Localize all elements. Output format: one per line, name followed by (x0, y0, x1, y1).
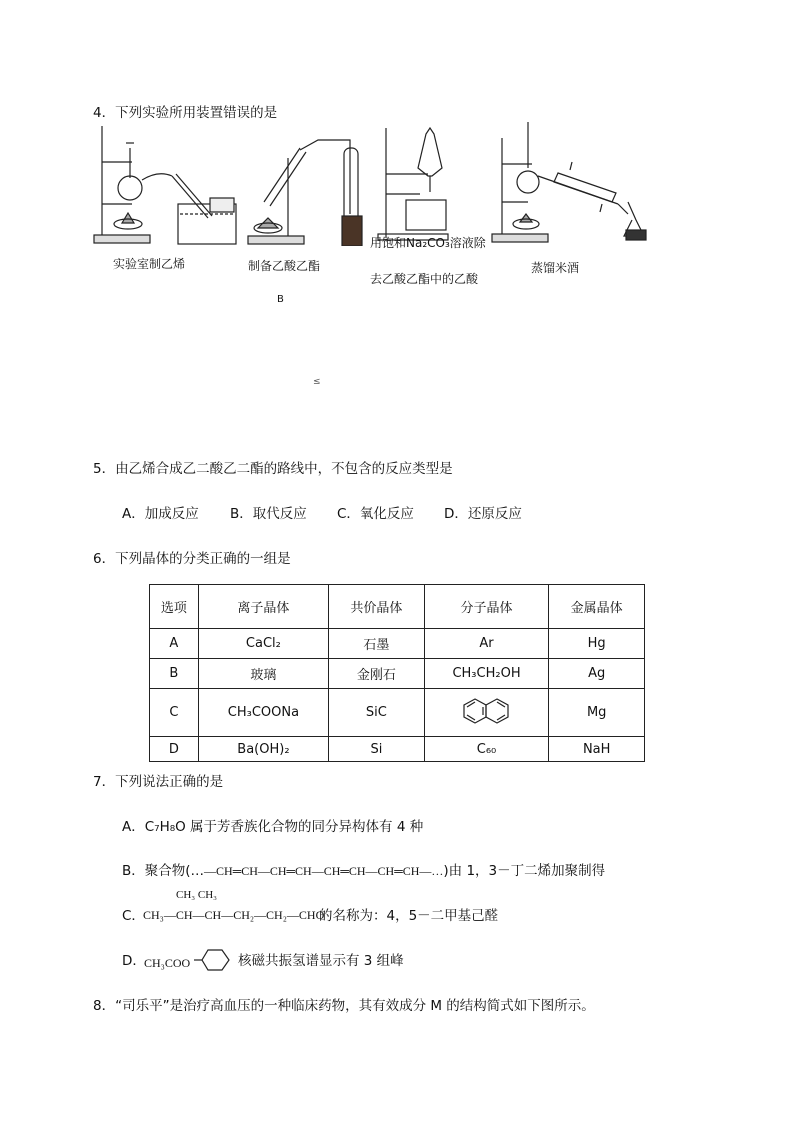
cell: CH₃CH₂OH (424, 659, 549, 689)
stray-label-b: B (277, 294, 284, 305)
naphthalene-structure-icon (462, 698, 512, 724)
caption-ethylene: 实验室制乙烯 (113, 257, 186, 271)
q5-option-d: D．还原反应 (444, 506, 522, 522)
cell: NaH (549, 737, 645, 762)
cell: SiC (329, 689, 425, 737)
cell: 石墨 (329, 629, 425, 659)
ethylene-apparatus (94, 126, 212, 243)
cell: CH₃COONa (198, 689, 328, 737)
cell: D (150, 737, 199, 762)
cell: CaCl₂ (198, 629, 328, 659)
question-6-text: 6．下列晶体的分类正确的一组是 (93, 551, 291, 567)
question-8-text: 8．“司乐平”是治疗高血压的一种临床药物，其有效成分 M 的结构简式如下图所示。 (93, 998, 595, 1014)
stray-mark: ≤ (313, 377, 321, 387)
cell: C (150, 689, 199, 737)
header-ionic: 离子晶体 (198, 585, 328, 629)
q5-option-b: B．取代反应 (230, 506, 307, 522)
header-molecular: 分子晶体 (424, 585, 549, 629)
caption-distillation: 蒸馏米酒 (531, 261, 580, 275)
cell: B (150, 659, 199, 689)
q7-b-suffix: )由 1，3－丁二烯加聚制得 (443, 863, 606, 879)
cell: Hg (549, 629, 645, 659)
question-5-text: 5．由乙烯合成乙二酸乙二酯的路线中，不包含的反应类型是 (93, 461, 453, 477)
benzene-ring-icon (194, 948, 234, 972)
table-row (150, 629, 645, 659)
q7-c-suffix: 的名称为：4，5－二甲基己醛 (319, 908, 499, 924)
caption-separation-line2: 去乙酸乙酯中的乙酸 (370, 272, 479, 286)
cell: A (150, 629, 199, 659)
table-row (150, 737, 645, 762)
header-metallic: 金属晶体 (549, 585, 645, 629)
q7-d-suffix: 核磁共振氢谱显示有 3 组峰 (238, 953, 404, 969)
cell: Si (329, 737, 425, 762)
question-4-text: 4．下列实验所用装置错误的是 (93, 105, 278, 121)
caption-separation-line1: 用饱和Na₂CO₃溶液除 (370, 236, 486, 250)
naphthalene-cell (424, 689, 549, 737)
q5-option-a: A．加成反应 (122, 506, 199, 522)
q7-b-chain: —CH═CH—CH═CH—CH═CH—CH═CH—… (204, 864, 444, 878)
question-7-text: 7．下列说法正确的是 (93, 774, 224, 790)
cell: Ag (549, 659, 645, 689)
q7-option-a: A．C₇H₈O 属于芳香族化合物的同分异构体有 4 种 (122, 819, 424, 835)
table-row (150, 689, 645, 737)
water-trough (178, 198, 236, 244)
cell: 玻璃 (198, 659, 328, 689)
q7-option-b (122, 859, 605, 879)
q7-c-branches: CH₃ CH₃ (176, 889, 217, 901)
cell: Ar (424, 629, 549, 659)
header-option: 选项 (150, 585, 199, 629)
separatory-funnel-apparatus (378, 128, 448, 240)
q5-option-c: C．氧化反应 (337, 506, 414, 522)
table-header-row (150, 585, 645, 629)
apparatus-figure (88, 118, 658, 246)
cell: C₆₀ (424, 737, 549, 762)
q7-d-group: CH₃COO (144, 956, 191, 970)
table-row (150, 659, 645, 689)
q7-c-label: C． (122, 908, 145, 924)
caption-ethyl-acetate: 制备乙酸乙酯 (248, 259, 321, 273)
q7-b-prefix: B．聚合物(… (122, 863, 205, 879)
header-covalent: 共价晶体 (329, 585, 425, 629)
q7-d-label: D． (122, 953, 146, 969)
cell: 金刚石 (329, 659, 425, 689)
cell: Ba(OH)₂ (198, 737, 328, 762)
distillation-apparatus (492, 122, 646, 242)
cell: Mg (549, 689, 645, 737)
crystal-table (149, 584, 645, 762)
q7-c-main-chain: CH₃—CH—CH—CH₂—CH₂—CHO (143, 908, 325, 922)
